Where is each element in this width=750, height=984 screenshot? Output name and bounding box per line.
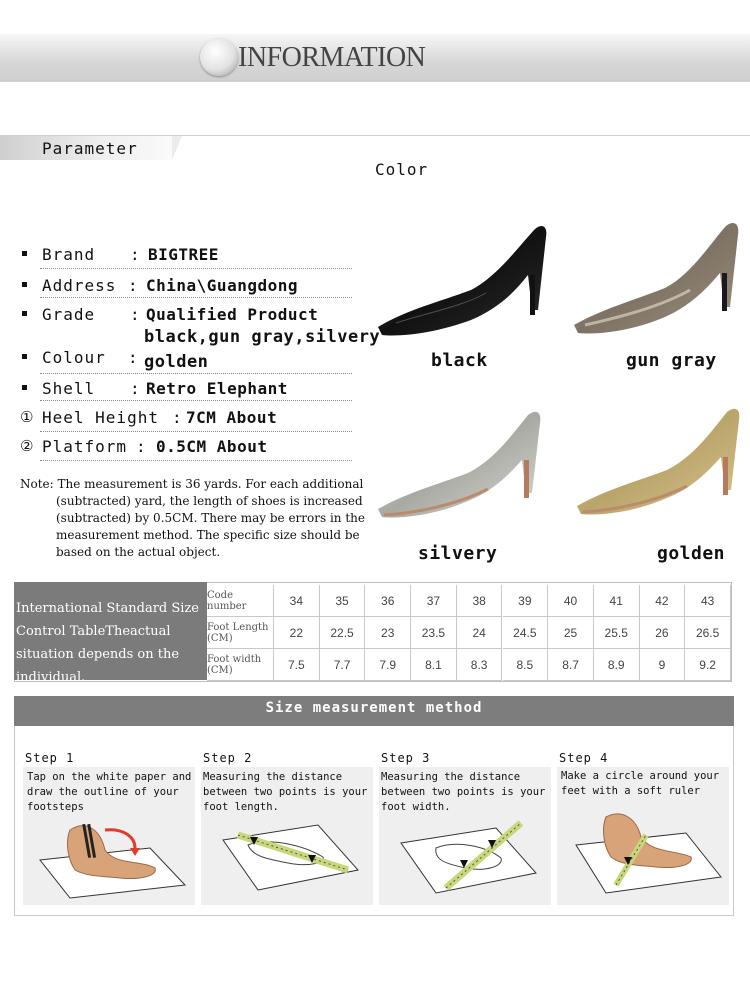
param-key: Grade [42, 305, 96, 324]
size-cell: 22 [274, 617, 320, 649]
shoe-label-golden: golden [657, 543, 726, 564]
param-key: Platform [42, 437, 128, 456]
size-cell: 8.5 [503, 649, 549, 681]
method-title: Size measurement method [265, 700, 483, 716]
dotted-line [40, 297, 352, 298]
size-cell: 9.2 [685, 649, 731, 681]
param-row-brand [22, 245, 352, 269]
param-colon: : [128, 276, 138, 295]
size-cell: 42 [640, 585, 686, 617]
param-colon: : [130, 305, 140, 324]
param-value: China\Guangdong [146, 276, 298, 295]
param-colon: : [130, 245, 140, 264]
bullet-icon [22, 354, 27, 359]
step-1-title: Step 1 [25, 751, 75, 765]
step-1-illustration [30, 810, 190, 900]
param-value: 7CM About [186, 408, 278, 427]
step-1-desc: Tap on the white paper and draw the outline of your footsteps [27, 771, 192, 813]
dotted-line [40, 400, 352, 401]
size-cell: 36 [365, 585, 411, 617]
size-cell: 35 [320, 585, 366, 617]
step-4-illustration [566, 805, 726, 900]
param-key: Colour [42, 348, 106, 367]
param-value: Qualified Product [146, 305, 319, 324]
step-3-desc: Measuring the distance between two points is your foot width. [381, 771, 546, 813]
size-cell: 7.7 [320, 649, 366, 681]
param-row-platform [22, 437, 352, 461]
param-key: Shell [42, 379, 96, 398]
size-row-header: Code number [207, 585, 274, 617]
parameter-tab-label: Parameter [42, 139, 138, 158]
size-cell: 26.5 [685, 617, 731, 649]
size-cell: 25 [548, 617, 594, 649]
size-table-title: International Standard Size Control TableTheactual situation depends on the individual. [16, 601, 199, 685]
step-2-illustration [208, 815, 368, 895]
size-cell: 8.9 [594, 649, 640, 681]
marker-2: ② [20, 437, 34, 455]
banner-circle-icon [200, 38, 238, 76]
parameter-tab-corner [172, 136, 182, 160]
size-cell: 24.5 [503, 617, 549, 649]
param-key: Address [42, 276, 117, 295]
param-colon: : [130, 379, 140, 398]
size-cell: 26 [640, 617, 686, 649]
note-line1: The measurement is 36 yards. For each additional [57, 477, 364, 491]
size-cell: 43 [685, 585, 731, 617]
dotted-line [40, 460, 352, 461]
dotted-line [40, 373, 352, 374]
dotted-line [40, 268, 352, 269]
size-cell: 34 [274, 585, 320, 617]
param-row-colour [22, 348, 352, 374]
step-2-desc: Measuring the distance between two points is your foot length. [203, 771, 368, 813]
size-cell: 7.9 [365, 649, 411, 681]
size-cell: 23 [365, 617, 411, 649]
size-cell: 8.3 [457, 649, 503, 681]
bullet-icon [22, 311, 27, 316]
size-cell: 24 [457, 617, 503, 649]
step-4-title: Step 4 [559, 751, 609, 765]
shoe-label-silvery: silvery [418, 543, 498, 564]
step-4-desc: Make a circle around your feet with a soft ruler [561, 770, 720, 797]
note-rest: (subtracted) yard, the length of shoes is increased (subtracted) by 0.5CM. There may be errors in the measurement method. The specific size should be based on the actual object. [56, 494, 365, 559]
shoe-label-black: black [431, 350, 488, 371]
size-cell: 22.5 [320, 617, 366, 649]
shoe-black-image [376, 215, 556, 345]
param-key: Brand [42, 245, 96, 264]
shoe-gun-gray-image [570, 215, 745, 340]
param-row-shell [22, 379, 352, 401]
note-label: Note: [20, 477, 54, 491]
param-colon: : [172, 408, 182, 427]
bullet-icon [22, 251, 27, 256]
param-value: golden [144, 352, 209, 372]
size-row-header: Foot width (CM) [207, 649, 274, 681]
size-cell: 7.5 [274, 649, 320, 681]
param-key: Heel Height [42, 408, 159, 427]
size-cell: 8.1 [411, 649, 457, 681]
bullet-icon [22, 282, 27, 287]
page-title: INFORMATION [238, 42, 426, 73]
note-text [20, 476, 372, 561]
param-row-address [22, 276, 352, 298]
param-row-grade [22, 305, 352, 327]
shoe-silvery-image [376, 405, 546, 530]
param-colon: : [128, 348, 138, 367]
step-2-title: Step 2 [203, 751, 253, 765]
param-colon: : [136, 437, 146, 456]
size-row-header: Foot Length (CM) [207, 617, 274, 649]
param-value: BIGTREE [148, 245, 219, 264]
shoe-golden-image [575, 400, 745, 525]
size-cell: 37 [411, 585, 457, 617]
param-value: 0.5CM About [156, 437, 268, 456]
param-value: Retro Elephant [146, 379, 288, 398]
shoe-label-gun-gray: gun gray [626, 350, 717, 371]
size-cell: 40 [548, 585, 594, 617]
marker-1: ① [20, 408, 34, 426]
dotted-line [40, 431, 352, 432]
size-cell: 41 [594, 585, 640, 617]
size-cell: 38 [457, 585, 503, 617]
size-cell: 39 [503, 585, 549, 617]
param-row-heel-height [22, 408, 352, 432]
step-3-title: Step 3 [381, 751, 431, 765]
size-cell: 23.5 [411, 617, 457, 649]
size-cell: 9 [640, 649, 686, 681]
size-cell: 25.5 [594, 617, 640, 649]
colour-value-line1: black,gun gray,silvery [144, 327, 381, 347]
step-3-illustration [386, 818, 546, 898]
bullet-icon [22, 385, 27, 390]
size-cell: 8.7 [548, 649, 594, 681]
color-section-title: Color [375, 160, 429, 179]
